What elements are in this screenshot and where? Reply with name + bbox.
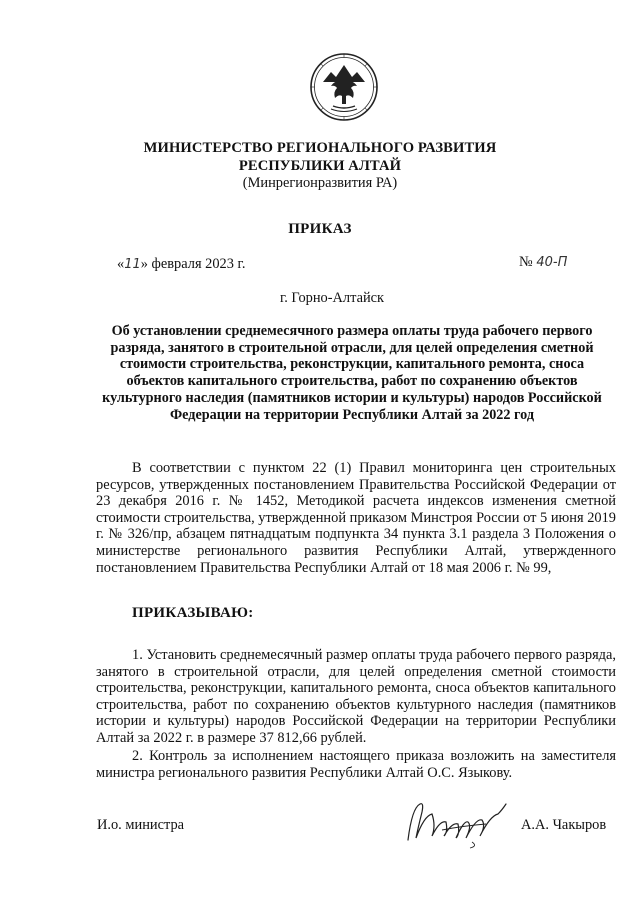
altai-emblem-icon [309,52,379,122]
signatory-position: И.о. министра [97,817,185,833]
ministry-name-line2: РЕСПУБЛИКИ АЛТАЙ [238,158,402,174]
ministry-abbreviation: (Минрегионразвития РА) [242,175,398,191]
ministry-name-line1: МИНИСТЕРСТВО РЕГИОНАЛЬНОГО РАЗВИТИЯ [143,140,497,156]
preamble-paragraph: В соответствии с пунктом 22 (1) Правил мониторинга цен строительных ресурсов, утвержденных постановлением Правительства Российской Федерации от 23 декабря 2016 г. № 1452, Методикой расчета индексов изменения сметной стоимости строительства, утвержденной приказом Минстроя России от 5 июня 2019 г. № 326/пр, абзацем пятнадцатым подпункта 34 пункта 3.1 раздела 3 Положения о министерстве регионального развития Республики Алтай, утвержденного постановлением Правительства Республики Алтай от 18 мая 2006 г. № 99, [96,460,616,576]
signatory-name: А.А. Чакыров [521,817,607,833]
order-number-prefix: № [519,254,533,270]
date-month-year: » февраля 2023 г. [140,256,246,272]
order-word: ПРИКАЗЫВАЮ: [132,605,254,621]
order-number [519,254,567,271]
date-open-quote: « [117,256,125,272]
order-item-2: 2. Контроль за исполнением настоящего приказа возложить на заместителя министра регионального развития Республики Алтай О.С. Языкову. [96,748,616,781]
document-title: Об установлении среднемесячного размера оплаты труда рабочего первого разряда, занятого в строительной отрасли, для целей определения сметной стоимости строительства, реконструкции, капитального ремонта, сноса объектов капитального строительства, работ по сохранению объектов культурного наследия (памятников истории и культуры) народов Российской Федерации на территории Республики Алтай за 2022 год [102,323,602,423]
order-date [117,256,245,273]
ministry-header [0,139,640,175]
document-type: ПРИКАЗ [288,221,352,237]
order-number-handwritten: 40-П [536,255,568,270]
order-item-1: 1. Установить среднемесячный размер оплаты труда рабочего первого разряда, занятого в строительной отрасли, для целей определения сметной стоимости строительства, реконструкции, капитального ремонта, сноса объектов капитального строительства, работ по сохранению объектов культурного наследия (памятников истории и культуры) народов Российской Федерации на территории Республики Алтай за 2022 г. в размере 37 812,66 рублей. [96,647,616,746]
handwritten-signature [402,796,520,852]
city: г. Горно-Алтайск [279,290,385,306]
date-day-handwritten: 11 [124,257,141,272]
